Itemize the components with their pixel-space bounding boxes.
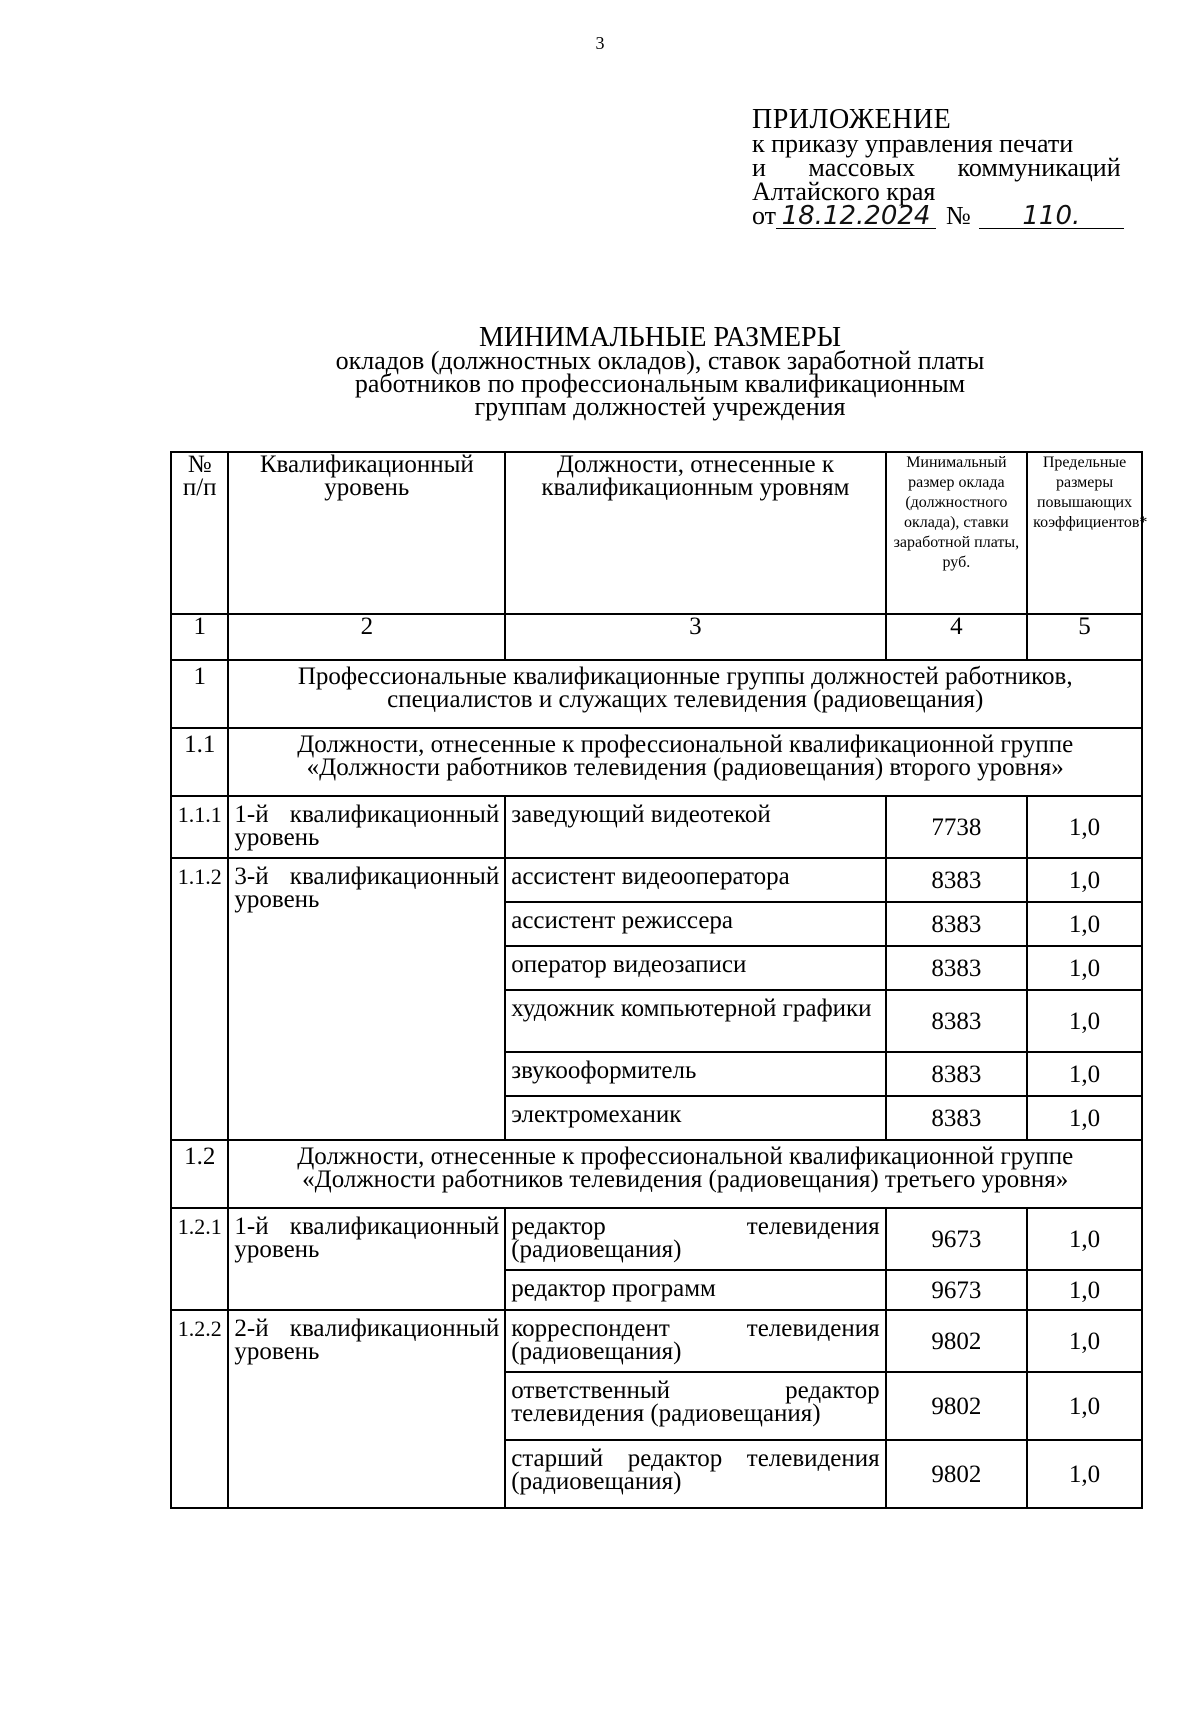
table-row [171,796,1142,858]
header-number: № п/п [171,452,228,614]
appendix-line-3: Алтайского края [752,177,936,206]
number-prefix: № [946,201,971,230]
table-row [171,858,1142,902]
coefficient-value: 1,0 [1027,796,1142,858]
appendix-date-row [752,201,1132,231]
qualification-level: 1-й квалификационный уровень [228,1208,505,1310]
title-line-4: группам должностей учреждения [474,392,846,421]
position-name: ответственный редактор телевидения (радиовещания) [505,1372,885,1440]
appendix-line-1: к приказу управления печати [752,129,1074,158]
group-number: 1.1 [171,728,228,796]
header-positions: Должности, отнесенные к квалификационным уровням [505,452,885,614]
salary-value: 8383 [886,858,1027,902]
table-header-row [171,452,1142,614]
salary-value: 8383 [886,902,1027,946]
position-name: оператор видеозаписи [505,946,885,990]
appendix-block [752,104,1132,231]
section-title: Профессиональные квалификационные группы должностей работников, специалистов и служащих телевидения (радиовещания) [228,660,1142,728]
salary-value: 9802 [886,1310,1027,1372]
title-line-2: окладов (должностных окладов), ставок заработной платы [335,346,985,375]
qualification-level: 2-й квалификационный уровень [228,1310,505,1508]
coefficient-value: 1,0 [1027,1052,1142,1096]
salary-value: 9673 [886,1270,1027,1310]
level-number: 1.1.2 [171,858,228,1140]
appendix-line-2: и массовых коммуникаций [752,153,1121,182]
column-number: 5 [1027,614,1142,660]
salary-value: 8383 [886,1096,1027,1140]
coefficient-value: 1,0 [1027,1096,1142,1140]
column-number: 4 [886,614,1027,660]
position-name: художник компьютерной графики [505,990,885,1052]
position-name: ассистент режиссера [505,902,885,946]
group-row [171,1140,1142,1208]
section-row [171,660,1142,728]
section-number: 1 [171,660,228,728]
header-salary: Минимальный размер оклада (должностного оклада), ставки заработной платы, руб. [886,452,1027,614]
column-number: 3 [505,614,885,660]
coefficient-value: 1,0 [1027,990,1142,1052]
page-number: 3 [595,33,605,53]
column-number: 2 [228,614,505,660]
level-number: 1.2.1 [171,1208,228,1310]
column-number: 1 [171,614,228,660]
qualification-level: 3-й квалификационный уровень [228,858,505,1140]
title-main: МИНИМАЛЬНЫЕ РАЗМЕРЫ [478,322,842,353]
salary-value: 9673 [886,1208,1027,1270]
document-title [170,322,1150,421]
salary-table [170,451,1148,1509]
coefficient-value: 1,0 [1027,1310,1142,1372]
position-name: звукооформитель [505,1052,885,1096]
date-prefix: от [752,201,777,230]
salary-value: 9802 [886,1440,1027,1508]
position-name: электромеханик [505,1096,885,1140]
coefficient-value: 1,0 [1027,1270,1142,1310]
coefficient-value: 1,0 [1027,1208,1142,1270]
position-name: старший редактор телевидения (радиовещания) [505,1440,885,1508]
group-number: 1.2 [171,1140,228,1208]
group-title: Должности, отнесенные к профессиональной квалификационной группе «Должности работников телевидения (радиовещания) второго уровня» [228,728,1142,796]
order-date: 18.12.2024 [776,204,936,229]
order-number: 110. [979,204,1124,229]
qualification-level: 1-й квалификационный уровень [228,796,505,858]
column-number-row [171,614,1142,660]
group-row [171,728,1142,796]
position-name: корреспондент телевидения (радиовещания) [505,1310,885,1372]
level-number: 1.2.2 [171,1310,228,1508]
table-row [171,1310,1142,1372]
title-line-3: работников по профессиональным квалификационным [354,369,966,398]
coefficient-value: 1,0 [1027,858,1142,902]
level-number: 1.1.1 [171,796,228,858]
group-title: Должности, отнесенные к профессиональной квалификационной группе «Должности работников телевидения (радиовещания) третьего уровня» [228,1140,1142,1208]
coefficient-value: 1,0 [1027,902,1142,946]
salary-value: 9802 [886,1372,1027,1440]
salary-value: 8383 [886,990,1027,1052]
position-name: редактор программ [505,1270,885,1310]
coefficient-value: 1,0 [1027,1440,1142,1508]
position-name: редактор телевидения (радиовещания) [505,1208,885,1270]
header-level: Квалификационный уровень [228,452,505,614]
coefficient-value: 1,0 [1027,946,1142,990]
salary-value: 8383 [886,946,1027,990]
position-name: ассистент видеооператора [505,858,885,902]
header-coefficient: Предельные размеры повышающих коэффициентов* [1027,452,1142,614]
salary-value: 8383 [886,1052,1027,1096]
appendix-heading: ПРИЛОЖЕНИЕ [752,104,952,135]
salary-value: 7738 [886,796,1027,858]
coefficient-value: 1,0 [1027,1372,1142,1440]
position-name: заведующий видеотекой [505,796,885,858]
table-row [171,1208,1142,1270]
